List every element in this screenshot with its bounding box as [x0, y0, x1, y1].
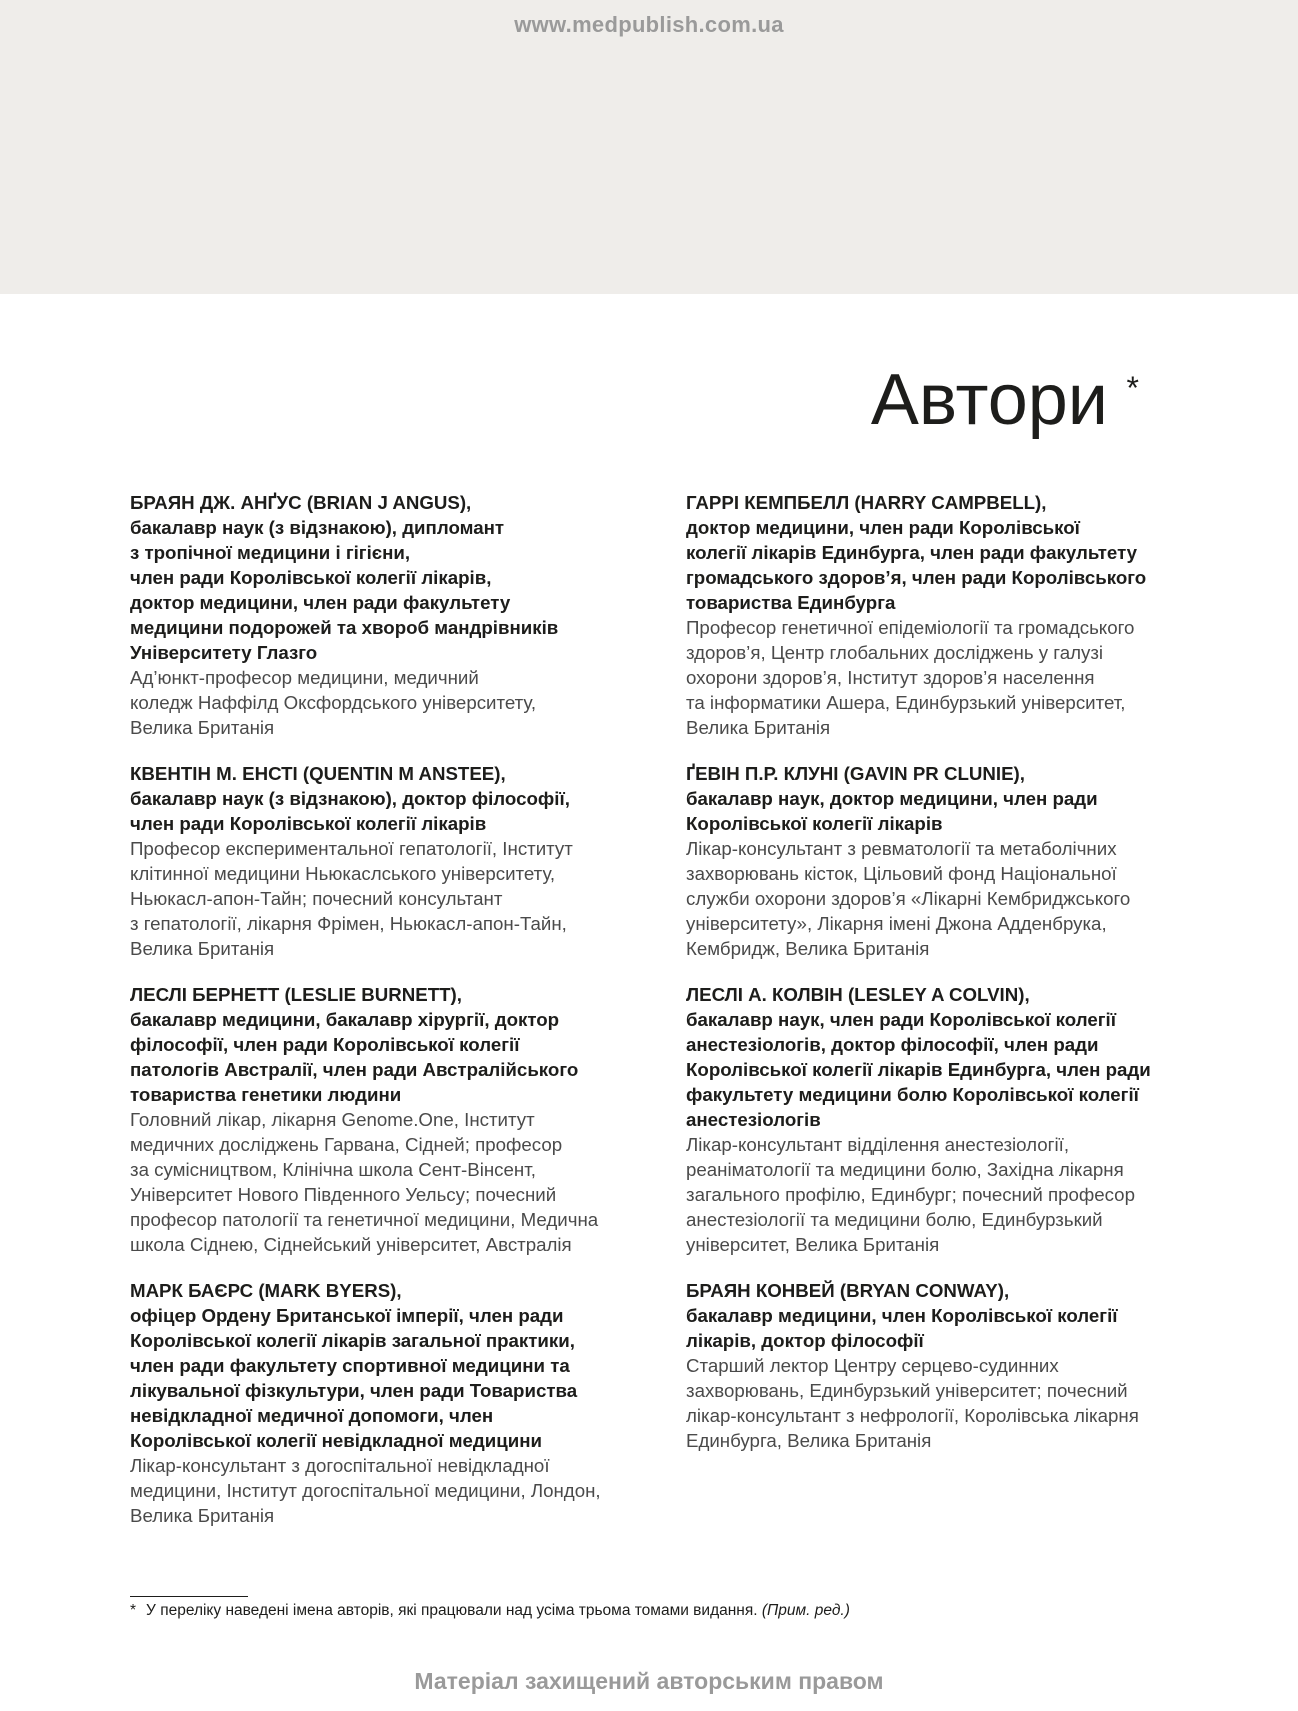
footnote-editor-note: (Прим. ред.) [761, 1602, 850, 1619]
author-position: Професор експериментальної гепатології, Інститут клітинної медицини Ньюкаслського університету, Ньюкасл-апон-Тайн; почесний консультант з гепатології, лікарня Фрімен, Ньюкасл-апон-Тайн, Велика Британія [130, 838, 573, 959]
author-credentials: МАРК БАЄРС (MARK BYERS), офіцер Ордену Британської імперії, член ради Королівської колегії лікарів загальної практики, член ради факультету спортивної медицини та лікувальної фізкультури, член ради Товариства невідкладної медичної допомоги, член Королівської колегії невідкладної медицини [130, 1280, 578, 1451]
author-entry [686, 761, 1206, 961]
author-entry [130, 1278, 650, 1528]
author-position: Ад’юнкт-професор медицини, медичний коледж Наффілд Оксфордського університету, Велика Британія [130, 667, 537, 738]
title-footnote-mark: * [1126, 370, 1139, 406]
watermark-url: www.medpublish.com.ua [514, 12, 784, 37]
author-credentials: БРАЯН КОНВЕЙ (BRYAN CONWAY), бакалавр медицини, член Королівської колегії лікарів, доктор філософії [686, 1280, 1118, 1351]
footnote-text: У переліку наведені імена авторів, які працювали над усіма трьома томами видання. [146, 1602, 758, 1619]
author-credentials: КВЕНТІН М. ЕНСТІ (QUENTIN M ANSTEE), бакалавр наук (з відзнакою), доктор філософії, член ради Королівської колегії лікарів [130, 763, 570, 834]
author-credentials: ЛЕСЛІ БЕРНЕТТ (LESLIE BURNETT), бакалавр медицини, бакалавр хірургії, доктор філософії, член ради Королівської колегії патологів Австралії, член ради Австралійського товариства генетики людини [130, 984, 579, 1105]
author-entry [130, 761, 650, 961]
author-entry [686, 1278, 1206, 1453]
footnote [130, 1601, 850, 1621]
header-band [0, 0, 1298, 294]
authors-column-left [130, 490, 650, 1549]
author-position: Лікар-консультант з ревматології та метаболічних захворювань кісток, Цільовий фонд Національної служби охорони здоров’я «Лікарні Кембриджського університету», Лікарня імені Джона Адденбрука, Кембридж, Велика Британія [686, 838, 1131, 959]
author-credentials: ГАРРІ КЕМПБЕЛЛ (HARRY CAMPBELL), доктор медицини, член ради Королівської колегії лікарів Единбурга, член ради факультету громадського здоров’я, член ради Королівського товариства Единбурга [686, 492, 1147, 613]
author-position: Головний лікар, лікарня Genome.One, Інститут медичних досліджень Гарвана, Сідней; професор за сумісництвом, Клінічна школа Сент-Вінсент, Університет Нового Південного Уельсу; почесний професор патології та генетичної медицини, Медична школа Сіднею, Сіднейський університет, Австралія [130, 1109, 599, 1255]
watermark-copyright: Матеріал захищений авторським правом [414, 1668, 884, 1694]
author-entry [130, 490, 650, 740]
author-credentials: БРАЯН ДЖ. АНҐУС (BRIAN J ANGUS), бакалавр наук (з відзнакою), дипломант з тропічної медицини і гігієни, член ради Королівської колегії лікарів, доктор медицини, член ради факультету медицини подорожей та хвороб мандрівників Університету Глазго [130, 492, 559, 663]
author-credentials: ЛЕСЛІ А. КОЛВІН (LESLEY A COLVIN), бакалавр наук, член ради Королівської колегії анестезіологів, доктор філософії, член ради Королівської колегії лікарів Единбурга, член ради факультету медицини болю Королівської колегії анестезіологів [686, 984, 1151, 1130]
page-title: Автори [870, 360, 1108, 440]
author-credentials: ҐЕВІН П.Р. КЛУНІ (GAVIN PR CLUNIE), бакалавр наук, доктор медицини, член ради Королівської колегії лікарів [686, 763, 1098, 834]
authors-column-right [686, 490, 1206, 1474]
author-entry [130, 982, 650, 1257]
author-position: Професор генетичної епідеміології та громадського здоров’я, Центр глобальних досліджень у галузі охорони здоров’я, Інститут здоров’я населення та інформатики Ашера, Единбурзький університет, Велика Британія [686, 617, 1135, 738]
author-entry [686, 982, 1206, 1257]
footnote-divider [130, 1596, 248, 1597]
author-position: Лікар-консультант відділення анестезіології, реаніматології та медицини болю, Західна лікарня загального профілю, Единбург; почесний професор анестезіології та медицини болю, Единбурзький університет, Велика Британія [686, 1134, 1135, 1255]
footnote-mark: * [130, 1602, 137, 1619]
author-entry [686, 490, 1206, 740]
author-position: Старший лектор Центру серцево-судинних захворювань, Единбурзький університет; почесний лікар-консультант з нефрології, Королівська лікарня Единбурга, Велика Британія [686, 1355, 1139, 1451]
author-position: Лікар-консультант з догоспітальної невідкладної медицини, Інститут догоспітальної медицини, Лондон, Велика Британія [130, 1455, 601, 1526]
